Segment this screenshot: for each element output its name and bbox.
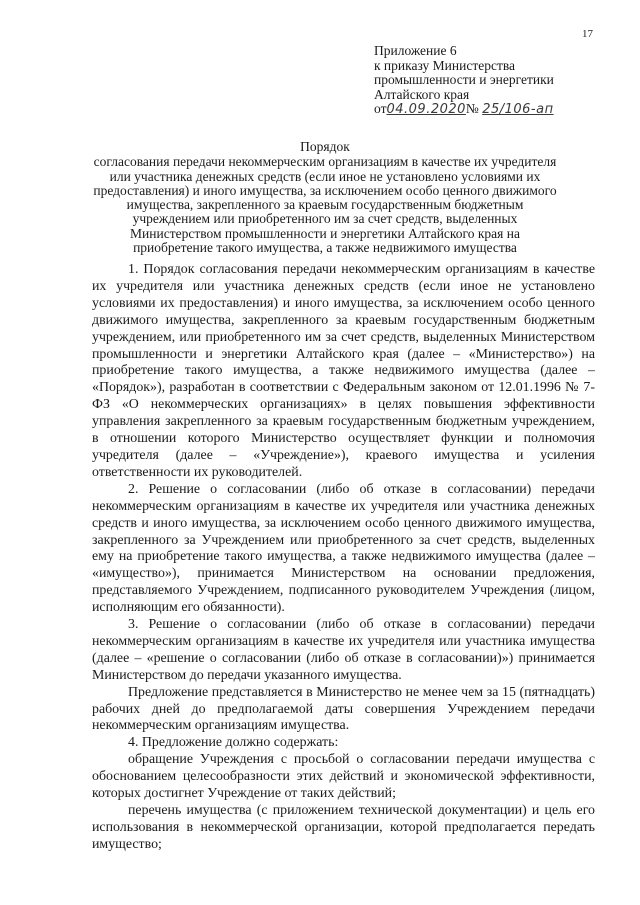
appendix-line: Алтайского края xyxy=(374,86,470,102)
paragraph: Предложение представляется в Министерство не менее чем за 15 (пятнадцать) рабочих дней до предполагаемой даты совершения Учреждением передачи некоммерческим организациям имущества. xyxy=(92,684,595,734)
appendix-line: к приказу Министерства xyxy=(374,57,516,73)
paragraph: обращение Учреждения с просьбой о согласовании передачи имущества с обоснованием целесообразности этих действий и экономической эффективности, которых достигнет Учреждение от таких действий; xyxy=(92,752,595,802)
paragraph: 1. Порядок согласования передачи некоммерческим организациям в качестве их учредителя или участника денежных средств (если иное не установлено условиями их предоставления) и иного имущества, за исключением особо ценного движимого имущества, закрепленного за краевым государственным бюджетным учреждением, или приобретенного им за счет средств, выделенных Министерством промышленности и энергетики Алтайского края (далее – «Министерство») на приобретение такого имущества, а также недвижимого имущества (далее – «Порядок»), разработан в соответствии с Федеральным законом от 12.01.1996 № 7-ФЗ «О некоммерческих организациях» в целях повышения эффективности управления закрепленного за краевым государственным бюджетным учреждением, в отношении которого Министерство осуществляет функции и полномочия учредителя (далее – «Учреждение»), краевого имущества и усиления ответственности их руководителей. xyxy=(92,262,595,480)
number-sign: № xyxy=(465,101,479,116)
paragraph: 3. Решение о согласовании (либо об отказе в согласовании) передачи некоммерческим организациям в качестве их учредителя или участника имущества (далее – «решение о согласовании (либо об отказе в согласовании)») принимается Министерством до передачи указанного имущества. xyxy=(92,617,595,683)
document-title: Порядок xyxy=(300,139,350,154)
page-number: 17 xyxy=(582,28,593,40)
appendix-line: промышленности и энергетики xyxy=(374,72,554,87)
handwritten-date: 04.09.2020 xyxy=(386,102,466,117)
order-date-line xyxy=(374,102,624,118)
paragraph: 2. Решение о согласовании (либо об отказе в согласовании) передачи некоммерческим организациям в качестве их учредителя или участника денежных средств и иного имущества, за исключением особо ценного движимого имущества, закрепленного за Учреждением или приобретенного за счет средств, выделенных ему на приобретение такого имущества, а также недвижимого имущества (далее – «имущество»), принимается Министерством на основании предложения, представляемого Учреждением, подписанного руководителем Учреждения (лицом, исполняющим его обязанности). xyxy=(92,481,595,616)
appendix-line: Приложение 6 xyxy=(374,43,457,58)
appendix-block xyxy=(374,44,624,118)
document-subtitle: согласования передачи некоммерческим организациям в качестве их учредителя или участника денежных средств (если иное не установлено условиями их предоставления) и иного имущества, за исключением особо ценного движимого имущества, закрепленного за краевым государственным бюджетным учреждением или приобретенного им за счет средств, выделенных Министерством промышленности и энергетики Алтайского края на приобретение такого имущества, а также недвижимого имущества xyxy=(93,154,557,256)
paragraph: перечень имущества (с приложением технической документации) и цель его использования в некоммерческой организации, которой предполагается передать имущество; xyxy=(92,803,595,852)
paragraph: 4. Предложение должно содержать: xyxy=(128,735,339,751)
handwritten-order-number: 25/106-ап xyxy=(482,102,554,117)
date-prefix: от xyxy=(374,101,387,116)
document-body xyxy=(92,262,595,854)
document-heading xyxy=(90,140,560,255)
